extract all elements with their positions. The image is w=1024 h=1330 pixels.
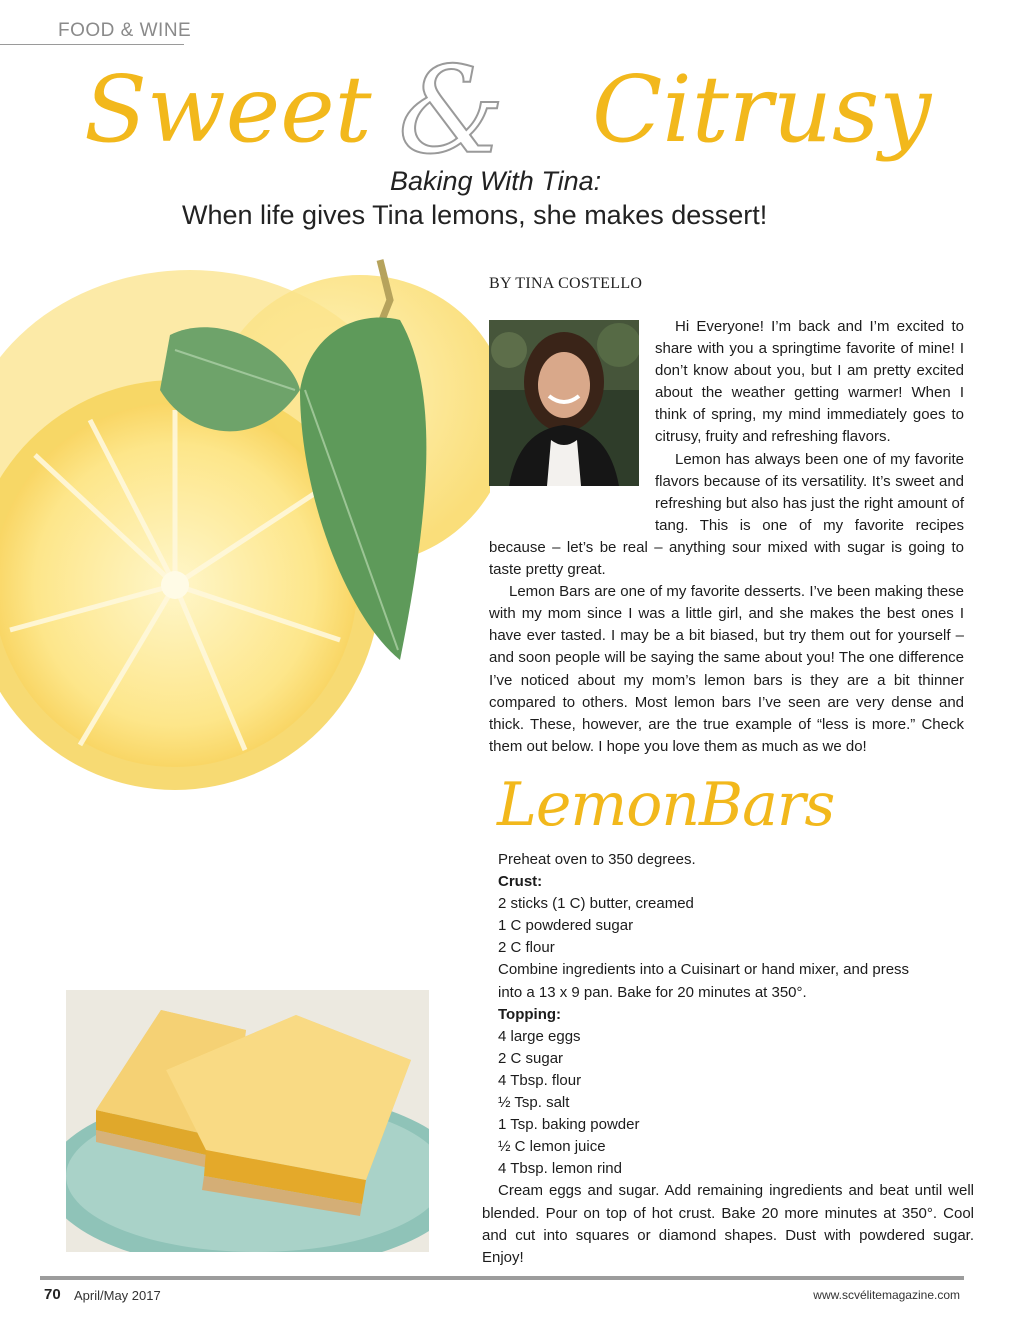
article-paragraph: Hi Everyone! I’m back and I’m excited to share with you a springtime favorite of mine! I don’t know about you, but I am pretty excited about the weather getting warmer! When I think of spring, my mind immediately goes to citrusy, fruity and refreshing flavors. (655, 318, 964, 446)
title-sweet: Sweet (84, 56, 372, 163)
section-label: FOOD & WINE (58, 20, 192, 41)
topping-method: Cream eggs and sugar. Add remaining ingredients and beat until well blended. Pour on top of hot crust. Bake 20 more minutes at 350°. Cool and cut into squares or diamond shapes. Dust with powdered sugar. Enjoy! (482, 1182, 974, 1266)
recipe-preheat: Preheat oven to 350 degrees. (498, 851, 696, 868)
topping-ingredient: 4 Tbsp. flour (498, 1071, 582, 1089)
lemon-bars-photo (66, 990, 429, 1252)
topping-ingredient: 1 Tsp. baking powder (498, 1116, 640, 1134)
title-citrusy: Citrusy (592, 56, 932, 163)
issue-date: April/May 2017 (74, 1288, 161, 1303)
article-tagline: When life gives Tina lemons, she makes dessert! (182, 200, 768, 230)
crust-method: into a 13 x 9 pan. Bake for 20 minutes at 350°. (498, 983, 807, 1001)
article-paragraph: Lemon Bars are one of my favorite desserts. I’ve been making these with my mom since I was a little girl, and she makes the best ones I have ever tasted. I may be a bit biased, but try them out for yourself – and soon people will be saying the same about you! The one difference I’ve noticed about my mom’s lemon bars is they are a bit thinner compared to others. Most lemon bars I’ve seen are very dense and thick. These, however, are the true example of “less is more.” Check them out below. I hope you love them as much as we do! (489, 583, 964, 755)
page-number: 70 (44, 1286, 61, 1303)
topping-ingredient: 4 Tbsp. lemon rind (498, 1160, 622, 1178)
crust-method: Combine ingredients into a Cuisinart or hand mixer, and press (498, 961, 910, 979)
series-subtitle: Baking With Tina: (390, 166, 602, 196)
website-url: www.scvélitemagazine.com (813, 1288, 960, 1302)
recipe-title: LemonBars (497, 770, 835, 840)
title-ampersand: & (398, 42, 505, 181)
crust-ingredient: 2 sticks (1 C) butter, creamed (498, 895, 694, 913)
lemon-illustration (0, 240, 490, 860)
article-paragraph: Lemon has always been one of my favorite flavors because of its versatility. It’s sweet and refreshing but also has just the right amount of tang. This is one of my favorite recipes because – let’s be real – anything sour mixed with sugar is going to taste pretty great. (489, 450, 964, 579)
topping-ingredient: ½ C lemon juice (498, 1138, 606, 1156)
recipe-block (482, 849, 974, 1269)
crust-ingredient: 1 C powdered sugar (498, 917, 634, 935)
topping-ingredient: 4 large eggs (498, 1027, 581, 1045)
topping-ingredient: ½ Tsp. salt (498, 1094, 570, 1112)
article-body (489, 316, 964, 758)
section-divider (0, 44, 184, 45)
crust-heading: Crust: (498, 873, 543, 891)
topping-heading: Topping: (498, 1005, 562, 1023)
crust-ingredient: 2 C flour (498, 939, 555, 957)
footer-divider (40, 1276, 964, 1280)
byline: BY TINA COSTELLO (489, 275, 643, 292)
topping-ingredient: 2 C sugar (498, 1049, 564, 1067)
